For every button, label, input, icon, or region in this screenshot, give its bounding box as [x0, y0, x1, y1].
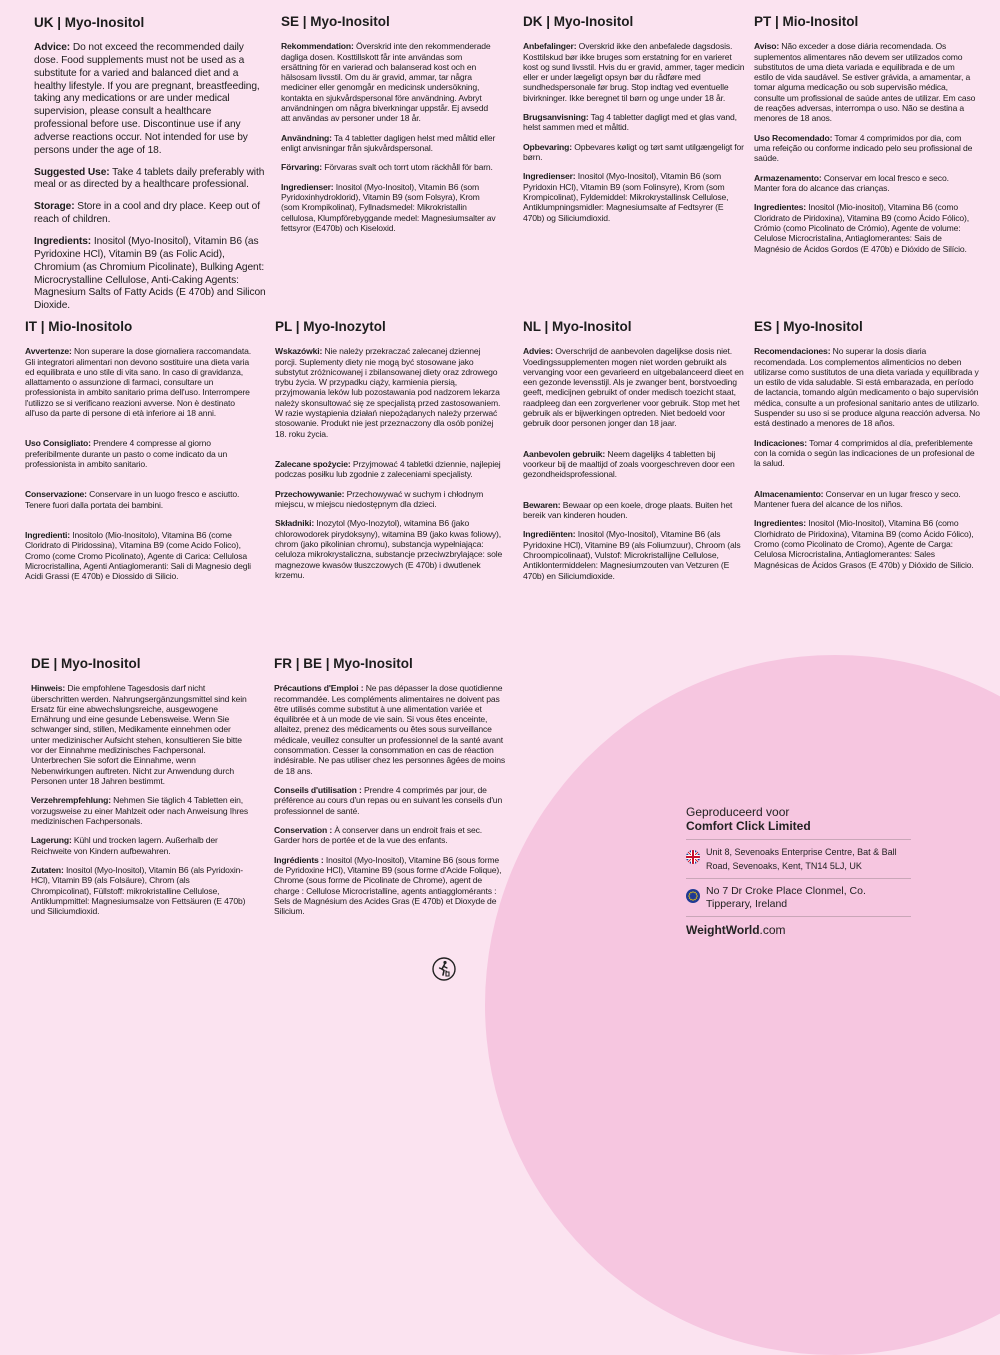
section-title: PL | Myo-Inozytol — [275, 319, 386, 334]
ingredients-text: Ingredients: Inositol (Myo-Inositol), Vitamin B6 (as Pyridoxine HCl), Vitamin B9 (as Folic Acid), Chromium (as Chromium Picolinate), Bulking Agent: Microcrystalline Cellulose, Anti-Caking Agents: Magnesium Salts of Fatty Acids (E 470b) and Silicon Dioxide. — [34, 235, 266, 312]
section-title: DE | Myo-Inositol — [31, 656, 141, 671]
advice-text: Anbefalinger: Overskrid ikke den anbefalede dagsdosis. Kosttilskud bør ikke bruges som erstatning for en varieret kost og sund livsstil. Hvis du er gravid, ammer, tager medicin eller er under lægeligt opsyn bør du rådføre med sundhedspersonale før brug. Stop indtag ved eventuelle bivirkninger. Ikke beregnet til børn og unge under 18 år. — [523, 41, 745, 103]
eu-flag-icon — [686, 889, 700, 903]
storage-text: Conservation : À conserver dans un endroit frais et sec. Garder hors de portée et de la vue des enfants. — [274, 824, 482, 846]
storage-text: Förvaring: Förvaras svalt och torrt utom räckhåll för barn. — [281, 162, 493, 173]
usage-text: Suggested Use: Take 4 tablets daily preferably with meal or as directed by a healthcare professional. — [34, 166, 265, 191]
usage-text: Användning: Ta 4 tabletter dagligen helst med måltid eller enligt anvisningar från sjukvårdspersonal. — [281, 132, 496, 153]
uk-flag-icon — [686, 850, 700, 864]
ingredients-text: Ingredienser: Inositol (Myo-Inositol), Vitamin B6 (som Pyridoxinhydroklorid), Vitamin B9 (som Folsyra), Krom (som Krompikolinat), Fyllnadsmedel: Mikrokristallin cellulosa, Klumpförebyggande medel: Magnesiumsalter av fettsyror (E470b) och Kiseloxid. — [281, 181, 496, 233]
storage-text: Przechowywanie: Przechowywać w suchym i chłodnym miejscu, w miejscu niedostępnym dla dzieci. — [275, 488, 484, 509]
section-pl — [275, 319, 503, 589]
storage-text: Opbevaring: Opbevares køligt og tørt samt utilgængeligt for børn. — [523, 141, 744, 162]
uk-address-block — [686, 839, 911, 878]
ingredients-text: Ingrédients : Inositol (Myo-Inositol), Vitamine B6 (sous forme de Pyridoxine HCl), Vitamine B9 (sous forme d'Acide Folique), Chrome (sous forme de Picolinate de Chrome), agent de charge : Cellulose Microcristalline, agents antiagglomérants : Sels de Magnésium des Acides Gras (E 470b) et Dioxyde de Silicium. — [274, 854, 502, 917]
ingredients-text: Zutaten: Inositol (Myo-Inositol), Vitamin B6 (als Pyridoxin-HCl), Vitamin B9 (als Folsäure), Chrom (als Chrompicolinat), Füllstoff: mikrokristalline Cellulose, Antiklumpmittel: Magnesiumsalze von Fettsäuren (E 470b) und Siliciumdioxid. — [31, 864, 246, 917]
section-uk — [34, 14, 266, 322]
section-title: PT | Mio-Inositol — [754, 14, 859, 29]
storage-text: Conservazione: Conservare in un luogo fresco e asciutto. Tenere fuori dalla portata dei bambini. — [25, 489, 240, 510]
ingredients-text: Ingredienti: Inositolo (Mio-Inositolo), Vitamina B6 (come Cloridrato di Piridossina), Vitamina B9 (come Acido Folico), Cromo (come Cromo Picolinato), Agente di Carica: Cellulosa Microcristallina, Agenti Antiaglomeranti: Sali di Magnesio degli Acidi Grassi (E 470b) e Diossido di Silicio. — [25, 529, 251, 582]
advice-text: Avvertenze: Non superare la dose giornaliera raccomandata. Gli integratori alimentari non devono sostituire una dieta varia ed equilibrata e uno stile di vita sano. In caso di gravidanza, allattamento o assunzione di farmaci, consultare un professionista in ambito sanitario prima dell'uso. Interrompere l'utilizzo se si verificano reazioni avverse. Non è destinato all'uso da parte di persone di età inferiore ai 18 anni. — [25, 346, 252, 419]
section-title: SE | Myo-Inositol — [281, 14, 390, 29]
section-title: NL | Myo-Inositol — [523, 319, 632, 334]
usage-text: Aanbevolen gebruik: Neem dagelijks 4 tabletten bij voorkeur bij de maaltijd of zoals voorgeschreven door een gezondheidsprofessional. — [523, 448, 735, 480]
produced-for-label: Geproduceerd voor — [686, 805, 790, 819]
ingredients-text: Ingredientes: Inositol (Mio-Inositol), Vitamina B6 (como Clorhidrato de Piridoxina), Vitamina B9 (como Ácido Fólico), Cromo (como Picolinato de Cromo), Agente de Carga: Celulosa Microcristalina, Antiaglomerantes: Sales Magnésicas de Ácidos Grasos (E 470b) y Dióxido de Silicio. — [754, 518, 974, 570]
section-title: DK | Myo-Inositol — [523, 14, 634, 29]
usage-text: Conseils d'utilisation : Prendre 4 comprimés par jour, de préférence au cours d'un repas ou en suivant les conseils d'un professionnel de santé. — [274, 785, 503, 816]
storage-text: Armazenamento: Conservar em local fresco e seco. Manter fora do alcance das crianças. — [754, 172, 949, 193]
uk-address: Unit 8, Sevenoaks Enterprise Centre, Bat & Ball Road, Sevenoaks, Kent, TN14 5LJ, UK — [706, 847, 897, 872]
advice-text: Advies: Overschrijd de aanbevolen dagelijkse dosis niet. Voedingssupplementen mogen niet worden gebruikt als vervanging voor een gevarieerd en uitgebalanceerd dieet en een gezonde levensstijl. Als je zwanger bent, borstvoeding geeft, medicijnen gebruikt of onder medisch toezicht staat, raadpleeg dan een zorgverlener voor gebruik. Stop met het gebruik als er bijwerkingen optreden. Niet bedoeld voor gebruik door personen jonger dan 18 jaar. — [523, 346, 744, 429]
ingredients-text: Ingredienser: Inositol (Myo-Inositol), Vitamin B6 (som Pyridoxin HCl), Vitamin B9 (som Folinsyre), Krom (som Krompicolinat), Fyldemiddel: Mikrokrystallinsk Cellulose, Antiklumpningsmidler: Magnesiumsalte af Fedtsyrer (E 470b) og Siliciumdioxid. — [523, 171, 729, 223]
ingredients-text: Składniki: Inozytol (Myo-Inozytol), witamina B6 (jako chlorowodorek pirydoksyny), witamina B9 (jako kwas foliowy), chrom (jako pikolinian chromu), substancja wypełniająca: celuloza mikrokrystaliczna, substancje przeciwzbrylające: sole magnezowe kwasów tłuszczowych (E 470b) i dwutlenek krzemu. — [275, 518, 503, 580]
usage-text: Uso Recomendado: Tomar 4 comprimidos por dia, com uma refeição ou conforme indicado pelo seu profissional de saúde. — [754, 132, 973, 164]
section-title: UK | Myo-Inositol — [34, 15, 145, 30]
storage-text: Storage: Store in a cool and dry place. Keep out of reach of children. — [34, 201, 260, 226]
section-fr — [274, 656, 506, 925]
section-dk — [523, 14, 745, 232]
advice-text: Wskazówki: Nie należy przekraczać zalecanej dziennej porcji. Suplementy diety nie mogą być stosowane jako substytut zróżnicowanej i zbilansowanej diety oraz zdrowego trybu życia. W przypadku ciąży, karmienia piersią, przyjmowania leków lub pozostawania pod nadzorem lekarza należy skonsultować się ze specjalistą przed zastosowaniem. W razie wystąpienia działań niepożądanych należy przerwać stosowanie. Produkt nie jest przeznaczony dla osób poniżej 18. roku życia. — [275, 346, 501, 439]
storage-text: Almacenamiento: Conservar en un lugar fresco y seco. Mantener fuera del alcance de los niños. — [754, 488, 961, 509]
section-title: FR | BE | Myo-Inositol — [274, 656, 413, 671]
usage-text: Uso Consigliato: Prendere 4 compresse al giorno preferibilmente durante un pasto o come indicato da un professionista in ambito sanitario. — [25, 438, 228, 469]
company-name: Comfort Click Limited — [686, 819, 811, 834]
brand-website: WeightWorld.com — [686, 916, 911, 937]
section-es — [754, 319, 980, 579]
manufacturer-info — [686, 805, 911, 937]
usage-text: Verzehrempfehlung: Nehmen Sie täglich 4 Tabletten ein, vorzugsweise zu einer Mahlzeit oder nach Anweisung Ihres medizinischen Fachpersonals. — [31, 795, 249, 826]
section-title: IT | Mio-Inositolo — [25, 319, 133, 334]
eu-address-block — [686, 878, 911, 915]
storage-text: Lagerung: Kühl und trocken lagern. Außerhalb der Reichweite von Kindern aufbewahren. — [31, 835, 218, 856]
advice-text: Advice: Do not exceed the recommended daily dose. Food supplements must not be used as a substitute for a varied and balanced diet and a healthy lifestyle. If you are pregnant, breastfeeding, taking any medications or are under medical supervision, please consult a healthcare professional before use. Discontinue use if any adverse reactions occur. Not intended for use by persons under the age of 18. — [34, 42, 260, 156]
usage-text: Zalecane spożycie: Przyjmować 4 tabletki dziennie, najlepiej podczas posiłku lub zgodnie z zaleceniami specjalisty. — [275, 459, 501, 480]
ingredients-text: Ingredientes: Inositol (Mio-inositol), Vitamina B6 (como Cloridrato de Piridoxina), Vitamina B9 (como Ácido Fólico), Crómio (como Picolinato de Crómio), Agente de volume: Celulose Microcristalina, Antiaglomerantes: Sais de Magnésio de Ácidos Gordos (E 470b) e Dióxido de Silício. — [754, 202, 969, 254]
section-de — [31, 656, 251, 925]
advice-text: Hinweis: Die empfohlene Tagesdosis darf nicht überschritten werden. Nahrungsergänzungsmittel sind kein Ersatz für eine abwechslungsreiche, ausgewogene Ernährung und eine gesunde Lebensweise. Wenn Sie schwanger sind, stillen, Medikamente einnehmen oder unter medizinischer Aufsicht stehen, konsultieren Sie bitte vor der Einnahme medizinisches Fachpersonal. Unterbrechen Sie sofort die Einnahme, wenn Nebenwirkungen auftreten. Nicht zur Anwendung durch Personen unter 18 Jahren bestimmt. — [31, 683, 247, 786]
recycle-icon — [432, 957, 456, 981]
section-it — [25, 319, 257, 591]
eu-address: No 7 Dr Croke Place Clonmel, Co. Tipperary, Ireland — [706, 885, 866, 911]
decorative-circle — [485, 655, 1000, 1355]
storage-text: Bewaren: Bewaar op een koele, droge plaats. Buiten het bereik van kinderen houden. — [523, 499, 733, 520]
advice-text: Précautions d'Emploi : Ne pas dépasser la dose quotidienne recommandée. Les compléments alimentaires ne doivent pas être utilisés comme substitut à une alimentation variée et équilibrée et à un mode de vie sain. Si vous êtes enceinte, allaitez, prenez des médicaments ou êtes sous surveillance médicale, veuillez consulter un professionnel de la santé avant consommation. Cesser la consommation en cas de réaction indésirable. Ne pas utiliser chez les personnes âgées de moins de 18 ans. — [274, 683, 505, 776]
usage-text: Brugsanvisning: Tag 4 tabletter dagligt med et glas vand, helst sammen med et måltid. — [523, 112, 737, 133]
advice-text: Rekommendation: Överskrid inte den rekommenderade dagliga dosen. Kosttillskott får inte användas som ersättning för en varierad och balanserad kost och en hälsosam livsstil. Om du är gravid, ammar, tar några mediciner eller genomgår en medicinsk undersökning, kontakta en sjukvårdspersonal före användning. Avbryt användningen om några biverkningar uppstår. Ej avsedd att användas av personer under 18 år. — [281, 41, 491, 124]
advice-text: Recomendaciones: No superar la dosis diaria recomendada. Los complementos alimenticios no deben utilizarse como sustitutos de una dieta variada y equilibrada y un estilo de vida saludable. Si está embarazada, en período de lactancia, tomando algún medicamento o bajo supervisión médica, consulte a un profesional sanitario antes de utilizarlo. Suspender su uso si se produce alguna reacción adversa. No está destinado a menores de 18 años. — [754, 346, 980, 429]
usage-text: Indicaciones: Tomar 4 comprimidos al día, preferiblemente con la comida o según las indicaciones de un profesional de la salud. — [754, 437, 975, 469]
ingredients-text: Ingrediënten: Inositol (Myo-Inositol), Vitamine B6 (als Pyridoxine HCl), Vitamine B9 (als Foliumzuur), Chroom (als Chroompicolinaat), Vulstof: Microkristallijne Cellulose, Antiklontermiddelen: Magnesiumzouten van Vetzuren (E 470b) en Siliciumdioxide. — [523, 529, 741, 581]
section-nl — [523, 319, 745, 590]
section-pt — [754, 14, 976, 263]
advice-text: Aviso: Não exceder a dose diária recomendada. Os suplementos alimentares não devem ser utilizados como substitutos de uma dieta variada e equilibrada e de um estilo de vida saudável. Se estiver grávida, a amamentar, a tomar alguma medicação ou sob supervisão médica, consulte um profissional de saúde antes de utilizar. Em caso de reações adversas, interrompa o uso. Não se destina a menores de 18 anos. — [754, 41, 976, 124]
section-title: ES | Myo-Inositol — [754, 319, 863, 334]
section-se — [281, 14, 496, 242]
